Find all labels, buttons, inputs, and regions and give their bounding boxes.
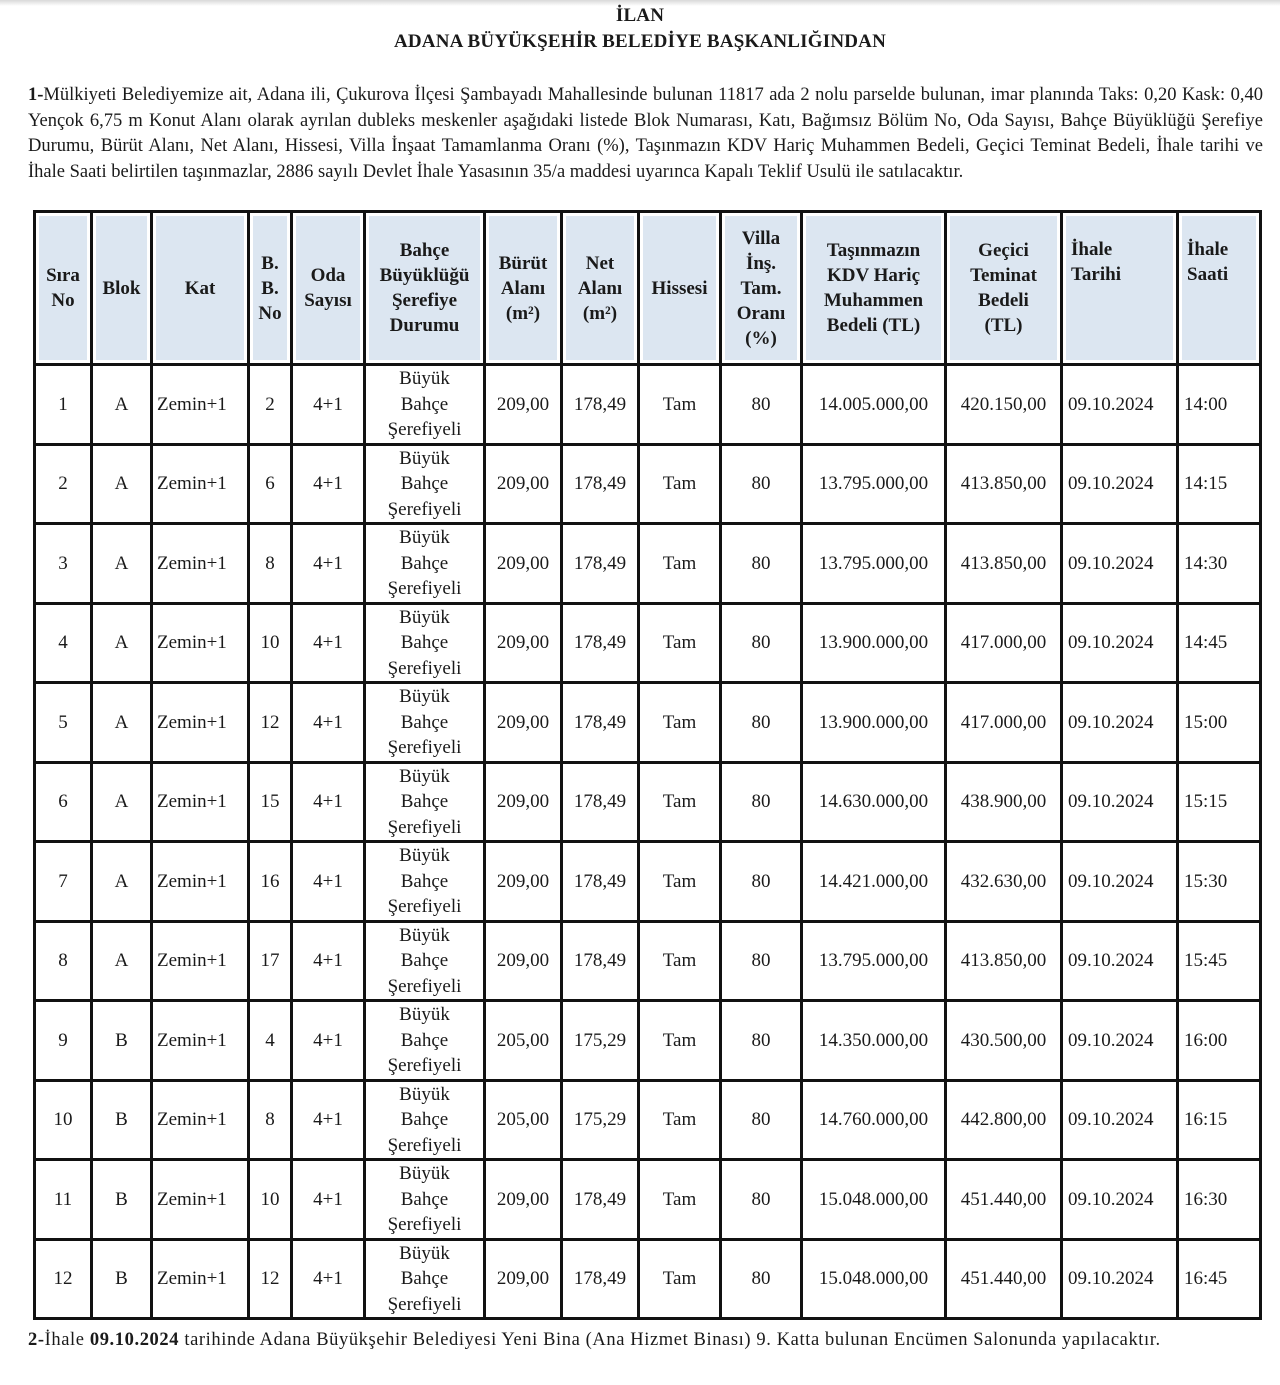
column-header-kat [152,212,249,365]
cell-net-alani: 175,29 [562,1001,639,1081]
cell-bahce [365,603,485,683]
bahce-line: Bahçe [400,473,449,494]
cell-hissesi: Tam [639,1080,721,1160]
cell-villa-oran: 80 [721,921,802,1001]
cell-muhammen: 13.795.000,00 [802,921,946,1001]
table-row [35,683,1261,763]
bahce-line: Şerefiyeli [387,896,462,917]
cell-teminat: 432.630,00 [946,842,1062,922]
cell-ihale-saati: 16:15 [1178,1080,1261,1160]
cell-ihale-saati: 14:45 [1178,603,1261,683]
cell-kat: Zemin+1 [152,683,249,763]
bahce-line: Şerefiyeli [387,657,462,679]
column-header-text: Tarihi [1071,264,1121,285]
cell-teminat: 417.000,00 [946,683,1062,763]
column-header-text: Muhammen [823,290,924,311]
cell-hissesi: Tam [639,524,721,604]
bahce-line: Şerefiyeli [387,1134,462,1156]
cell-burut-alani: 209,00 [485,365,562,445]
column-header-text: Tam. [740,277,782,299]
column-header-teminat [946,212,1062,365]
cell-teminat: 430.500,00 [946,1001,1062,1081]
bahce-line: Bahçe [400,632,449,653]
column-header-text: Bahçe [399,240,450,261]
cell-muhammen: 13.795.000,00 [802,524,946,604]
paragraph-2-number: 2- [28,1330,45,1350]
column-header-text: Oranı [736,302,786,324]
bahce-line: Şerefiyeli [387,1293,462,1315]
cell-kat: Zemin+1 [152,1080,249,1160]
cell-net-alani: 175,29 [562,1080,639,1160]
cell-bb-no: 10 [249,603,292,683]
cell-muhammen: 15.048.000,00 [802,1160,946,1240]
cell-muhammen: 14.350.000,00 [802,1001,946,1081]
column-header-muhammen [802,212,946,365]
cell-teminat: 451.440,00 [946,1160,1062,1240]
cell-ihale-tarihi: 09.10.2024 [1062,1080,1178,1160]
cell-bb-no: 16 [249,842,292,922]
column-header-text: Taşınmazın [826,240,921,261]
table-header-row [35,212,1261,365]
column-header-text: Hissesi [651,277,708,299]
cell-muhammen: 15.048.000,00 [802,1239,946,1319]
bahce-line: Şerefiyeli [387,578,462,599]
cell-blok: A [92,921,152,1001]
cell-ihale-saati: 15:15 [1178,762,1261,842]
cell-sira-no: 7 [35,842,92,922]
bahce-line: Bahçe [400,791,449,812]
bahce-line: Büyük [399,1083,450,1105]
bahce-line: Büyük [399,924,450,946]
cell-bahce [365,842,485,922]
cell-bahce [365,683,485,763]
column-header-text: Büyüklüğü [379,265,470,286]
cell-ihale-saati: 14:00 [1178,365,1261,445]
cell-net-alani: 178,49 [562,762,639,842]
column-header-text: Durumu [389,315,460,336]
cell-ihale-tarihi: 09.10.2024 [1062,444,1178,524]
cell-ihale-tarihi: 09.10.2024 [1062,1160,1178,1240]
bahce-line: Büyük [399,1163,450,1184]
column-header-text: Teminat [970,265,1037,286]
column-header-text: Saati [1187,264,1229,285]
cell-net-alani: 178,49 [562,444,639,524]
cell-net-alani: 178,49 [562,365,639,445]
bahce-line: Büyük [399,845,450,866]
column-header-text: (%) [745,327,777,349]
column-header-text: B. [261,252,279,274]
column-header-text: (m²) [582,302,618,324]
cell-kat: Zemin+1 [152,842,249,922]
table-row [35,444,1261,524]
column-header-oda-sayisi [292,212,365,365]
cell-sira-no: 5 [35,683,92,763]
cell-bahce [365,1001,485,1081]
column-header-sira-no [35,212,92,365]
cell-kat: Zemin+1 [152,1001,249,1081]
cell-villa-oran: 80 [721,762,802,842]
column-header-hissesi [639,212,721,365]
paragraph-2-text: tarihinde Adana Büyükşehir Belediyesi Yeni Bina (Ana Hizmet Binası) 9. Katta bulunan Encümen Salonunda yapılacaktır. [184,1330,1161,1350]
column-header-text: Villa [741,227,781,249]
cell-burut-alani: 209,00 [485,842,562,922]
cell-ihale-saati: 15:00 [1178,683,1261,763]
cell-bb-no: 6 [249,444,292,524]
cell-blok: A [92,683,152,763]
cell-blok: A [92,603,152,683]
cell-ihale-saati: 16:00 [1178,1001,1261,1081]
cell-hissesi: Tam [639,1239,721,1319]
cell-net-alani: 178,49 [562,603,639,683]
cell-burut-alani: 209,00 [485,603,562,683]
cell-oda-sayisi: 4+1 [292,365,365,445]
bahce-line: Bahçe [400,1109,449,1130]
column-header-text: İnş. [745,252,777,274]
table-row [35,524,1261,604]
column-header-text: Bedeli (TL) [826,315,921,336]
column-header-text: KDV Hariç [826,265,921,286]
column-header-text: Bedeli [978,290,1029,311]
bahce-line: Büyük [399,1242,450,1264]
cell-bb-no: 8 [249,1080,292,1160]
cell-kat: Zemin+1 [152,1239,249,1319]
column-header-text: İhale [1187,239,1229,260]
column-header-blok [92,212,152,365]
table-body [35,365,1261,1319]
cell-ihale-saati: 14:30 [1178,524,1261,604]
cell-kat: Zemin+1 [152,762,249,842]
cell-villa-oran: 80 [721,1239,802,1319]
cell-oda-sayisi: 4+1 [292,683,365,763]
cell-bb-no: 10 [249,1160,292,1240]
bahce-line: Büyük [399,368,450,389]
paragraph-2-date: 09.10.2024 [89,1330,180,1350]
table-row [35,1239,1261,1319]
cell-ihale-tarihi: 09.10.2024 [1062,683,1178,763]
cell-blok: A [92,365,152,445]
column-header-text: Şerefiye [391,290,458,311]
cell-burut-alani: 209,00 [485,1160,562,1240]
column-header-text: Oda [310,265,346,286]
cell-sira-no: 6 [35,762,92,842]
column-header-text: (m²) [505,302,541,324]
cell-net-alani: 178,49 [562,524,639,604]
cell-hissesi: Tam [639,842,721,922]
cell-net-alani: 178,49 [562,683,639,763]
table-row [35,1160,1261,1240]
bahce-line: Büyük [399,447,450,469]
table-row [35,1001,1261,1081]
bahce-line: Bahçe [400,870,449,892]
cell-kat: Zemin+1 [152,603,249,683]
cell-sira-no: 2 [35,444,92,524]
bahce-line: Şerefiyeli [387,498,462,520]
cell-muhammen: 14.630.000,00 [802,762,946,842]
cell-kat: Zemin+1 [152,524,249,604]
cell-burut-alani: 209,00 [485,524,562,604]
cell-ihale-tarihi: 09.10.2024 [1062,1001,1178,1081]
cell-teminat: 442.800,00 [946,1080,1062,1160]
column-header-text: Alanı [577,277,623,299]
cell-villa-oran: 80 [721,365,802,445]
column-header-text: Kat [184,277,216,299]
cell-bb-no: 8 [249,524,292,604]
bahce-line: Bahçe [400,1188,449,1210]
cell-bb-no: 15 [249,762,292,842]
cell-hissesi: Tam [639,603,721,683]
cell-sira-no: 4 [35,603,92,683]
table-row [35,762,1261,842]
cell-kat: Zemin+1 [152,1160,249,1240]
cell-teminat: 451.440,00 [946,1239,1062,1319]
cell-ihale-tarihi: 09.10.2024 [1062,1239,1178,1319]
table-row [35,365,1261,445]
bahce-line: Büyük [399,686,450,707]
cell-sira-no: 3 [35,524,92,604]
cell-blok: A [92,524,152,604]
cell-bb-no: 12 [249,1239,292,1319]
cell-teminat: 413.850,00 [946,444,1062,524]
cell-ihale-saati: 16:30 [1178,1160,1261,1240]
column-header-text: Net [585,252,615,274]
cell-ihale-tarihi: 09.10.2024 [1062,524,1178,604]
table-row [35,921,1261,1001]
column-header-text: Blok [102,277,141,299]
column-header-text: İhale [1071,239,1113,260]
cell-bb-no: 4 [249,1001,292,1081]
cell-hissesi: Tam [639,762,721,842]
cell-blok: B [92,1080,152,1160]
column-header-text: Alanı [500,277,546,299]
cell-hissesi: Tam [639,444,721,524]
page-title: İLAN [615,5,665,26]
bahce-line: Şerefiyeli [387,737,462,758]
column-header-ihale-saati [1178,212,1261,365]
cell-burut-alani: 209,00 [485,444,562,524]
column-header-ihale-tarihi [1062,212,1178,365]
column-header-villa-oran [721,212,802,365]
column-header-text: (TL) [984,315,1023,336]
cell-ihale-saati: 15:45 [1178,921,1261,1001]
cell-blok: B [92,1239,152,1319]
cell-bb-no: 12 [249,683,292,763]
column-header-bahce [365,212,485,365]
bahce-line: Büyük [399,606,450,628]
cell-ihale-saati: 15:30 [1178,842,1261,922]
cell-muhammen: 14.005.000,00 [802,365,946,445]
cell-muhammen: 13.795.000,00 [802,444,946,524]
cell-villa-oran: 80 [721,1001,802,1081]
cell-blok: A [92,444,152,524]
cell-burut-alani: 205,00 [485,1001,562,1081]
cell-blok: B [92,1001,152,1081]
cell-villa-oran: 80 [721,683,802,763]
cell-oda-sayisi: 4+1 [292,444,365,524]
cell-oda-sayisi: 4+1 [292,1160,365,1240]
cell-bahce [365,1160,485,1240]
cell-sira-no: 11 [35,1160,92,1240]
paragraph-1 [28,83,1263,185]
cell-hissesi: Tam [639,1001,721,1081]
bahce-line: Şerefiyeli [387,1055,462,1076]
cell-villa-oran: 80 [721,1080,802,1160]
cell-burut-alani: 209,00 [485,921,562,1001]
cell-bb-no: 17 [249,921,292,1001]
cell-blok: A [92,842,152,922]
column-header-text: No [258,302,282,324]
cell-burut-alani: 205,00 [485,1080,562,1160]
cell-hissesi: Tam [639,683,721,763]
cell-sira-no: 1 [35,365,92,445]
auction-table [33,210,1262,1320]
cell-burut-alani: 209,00 [485,1239,562,1319]
bahce-line: Büyük [399,765,450,787]
column-header-text: No [51,290,75,311]
cell-villa-oran: 80 [721,524,802,604]
cell-ihale-tarihi: 09.10.2024 [1062,762,1178,842]
cell-oda-sayisi: 4+1 [292,603,365,683]
cell-burut-alani: 209,00 [485,683,562,763]
bahce-line: Büyük [399,527,450,548]
cell-ihale-tarihi: 09.10.2024 [1062,842,1178,922]
paragraph-2 [28,1328,1263,1354]
cell-bahce [365,524,485,604]
cell-hissesi: Tam [639,921,721,1001]
table-row [35,842,1261,922]
cell-oda-sayisi: 4+1 [292,1001,365,1081]
cell-blok: A [92,762,152,842]
column-header-text: Sıra [46,265,80,286]
cell-muhammen: 14.421.000,00 [802,842,946,922]
cell-hissesi: Tam [639,365,721,445]
paragraph-1-number: 1- [28,85,44,105]
column-header-text: Sayısı [304,290,352,311]
bahce-line: Bahçe [400,552,449,574]
page-subtitle: ADANA BÜYÜKŞEHİR BELEDİYE BAŞKANLIĞINDAN [393,31,887,52]
cell-sira-no: 8 [35,921,92,1001]
table-header [35,212,1261,365]
cell-oda-sayisi: 4+1 [292,524,365,604]
cell-oda-sayisi: 4+1 [292,1080,365,1160]
cell-blok: B [92,1160,152,1240]
cell-villa-oran: 80 [721,1160,802,1240]
cell-teminat: 413.850,00 [946,921,1062,1001]
cell-burut-alani: 209,00 [485,762,562,842]
cell-hissesi: Tam [639,1160,721,1240]
bahce-line: Bahçe [400,1268,449,1289]
bahce-line: Bahçe [400,950,449,971]
cell-teminat: 417.000,00 [946,603,1062,683]
cell-ihale-tarihi: 09.10.2024 [1062,603,1178,683]
cell-kat: Zemin+1 [152,444,249,524]
cell-muhammen: 13.900.000,00 [802,683,946,763]
cell-villa-oran: 80 [721,842,802,922]
column-header-text: Geçici [978,240,1029,261]
cell-bb-no: 2 [249,365,292,445]
cell-bahce [365,1080,485,1160]
cell-kat: Zemin+1 [152,921,249,1001]
cell-bahce [365,365,485,445]
table-row [35,603,1261,683]
cell-net-alani: 178,49 [562,1239,639,1319]
bahce-line: Şerefiyeli [387,816,462,838]
cell-bahce [365,1239,485,1319]
cell-villa-oran: 80 [721,444,802,524]
cell-muhammen: 14.760.000,00 [802,1080,946,1160]
cell-kat: Zemin+1 [152,365,249,445]
cell-ihale-tarihi: 09.10.2024 [1062,921,1178,1001]
cell-muhammen: 13.900.000,00 [802,603,946,683]
cell-oda-sayisi: 4+1 [292,921,365,1001]
cell-oda-sayisi: 4+1 [292,762,365,842]
bahce-line: Bahçe [400,1029,449,1051]
bahce-line: Şerefiyeli [387,419,462,440]
cell-oda-sayisi: 4+1 [292,1239,365,1319]
cell-ihale-saati: 16:45 [1178,1239,1261,1319]
bahce-line: Şerefiyeli [387,975,462,997]
column-header-burut-alani [485,212,562,365]
paragraph-2-lead: İhale [44,1330,85,1350]
column-header-text: Bürüt [498,252,548,274]
cell-net-alani: 178,49 [562,921,639,1001]
cell-oda-sayisi: 4+1 [292,842,365,922]
column-header-bb-no [249,212,292,365]
cell-bahce [365,444,485,524]
cell-teminat: 438.900,00 [946,762,1062,842]
bahce-line: Şerefiyeli [387,1214,462,1235]
cell-teminat: 420.150,00 [946,365,1062,445]
cell-bahce [365,921,485,1001]
cell-ihale-tarihi: 09.10.2024 [1062,365,1178,445]
cell-sira-no: 10 [35,1080,92,1160]
cell-sira-no: 12 [35,1239,92,1319]
cell-teminat: 413.850,00 [946,524,1062,604]
cell-villa-oran: 80 [721,603,802,683]
bahce-line: Bahçe [400,711,449,733]
paragraph-1-text: Mülkiyeti Belediyemize ait, Adana ili, Çukurova İlçesi Şambayadı Mahallesinde bulunan 11817 ada 2 nolu parselde bulunan, imar planında Taks: 0,20 Kask: 0,40 Yençok 6,75 m Konut Alanı olarak ayrılan dubleks meskenler aşağıdaki listede Blok Numarası, Katı, Bağımsız Bölüm No, Oda Sayısı, Bahçe Büyüklüğü Şerefiye Durumu, Bürüt Alanı, Net Alanı, Hissesi, Villa İnşaat Tamamlanma Oranı (%), Taşınmazın KDV Hariç Muhammen Bedeli, Geçici Teminat Bedeli, İhale tarihi ve İhale Saati belirtilen taşınmazlar, 2886 sayılı Devlet İhale Yasasının 35/a maddesi uyarınca Kapalı Teklif Usulü ile satılacaktır. [28,85,1263,182]
cell-ihale-saati: 14:15 [1178,444,1261,524]
cell-sira-no: 9 [35,1001,92,1081]
column-header-net-alani [562,212,639,365]
cell-bahce [365,762,485,842]
bahce-line: Büyük [399,1004,450,1025]
cell-net-alani: 178,49 [562,1160,639,1240]
bahce-line: Bahçe [400,393,449,415]
table-row [35,1080,1261,1160]
cell-net-alani: 178,49 [562,842,639,922]
column-header-text: B. [261,277,279,299]
